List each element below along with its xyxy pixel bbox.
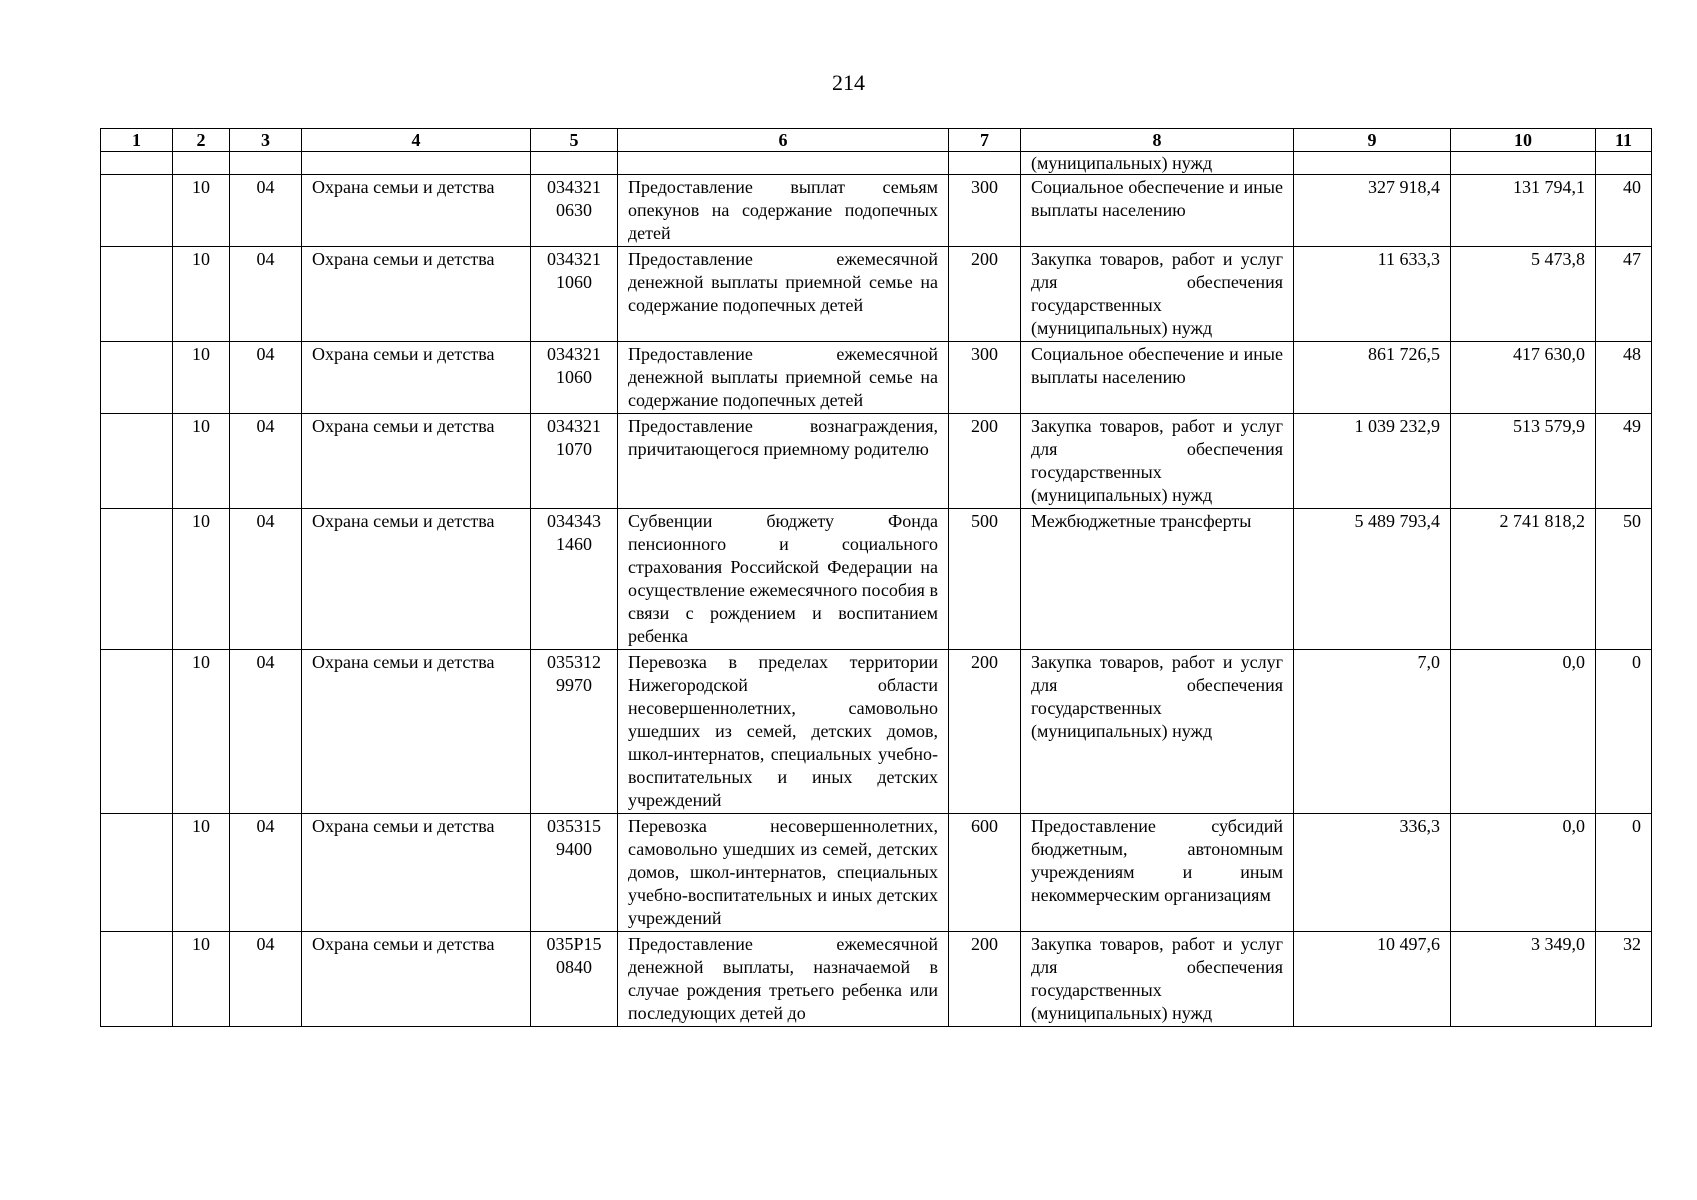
column-header: 2 bbox=[173, 129, 230, 152]
row-index bbox=[101, 814, 173, 932]
target-article-code bbox=[531, 932, 618, 1027]
amount-executed: 2 741 818,2 bbox=[1451, 509, 1596, 650]
table-row bbox=[101, 814, 1652, 932]
amount-executed: 0,0 bbox=[1451, 814, 1596, 932]
expense-type-code: 500 bbox=[949, 509, 1021, 650]
amount-planned: 327 918,4 bbox=[1294, 175, 1451, 247]
target-article-code-line2: 1060 bbox=[556, 367, 592, 387]
target-article-code bbox=[531, 414, 618, 509]
column-header: 7 bbox=[949, 129, 1021, 152]
execution-percent: 47 bbox=[1596, 247, 1652, 342]
execution-percent: 0 bbox=[1596, 814, 1652, 932]
header-row bbox=[101, 129, 1652, 152]
row-index bbox=[101, 342, 173, 414]
amount-executed: 3 349,0 bbox=[1451, 932, 1596, 1027]
expense-type-code: 300 bbox=[949, 175, 1021, 247]
expense-type-code: 200 bbox=[949, 247, 1021, 342]
target-article-code bbox=[531, 650, 618, 814]
target-article-code-line1: 035P15 bbox=[546, 934, 602, 954]
target-article-code bbox=[531, 509, 618, 650]
expense-type-name: Социальное обеспечение и иные выплаты населению bbox=[1021, 342, 1294, 414]
expense-type-code: 200 bbox=[949, 650, 1021, 814]
target-article-code-line1: 034343 bbox=[547, 511, 601, 531]
expense-type-name: Закупка товаров, работ и услуг для обеспечения государственных (муниципальных) нужд bbox=[1021, 247, 1294, 342]
section-code: 10 bbox=[173, 247, 230, 342]
target-article-code-line2: 9970 bbox=[556, 675, 592, 695]
section-code: 10 bbox=[173, 414, 230, 509]
target-article-code-line2: 9400 bbox=[556, 839, 592, 859]
subsection-name: Охрана семьи и детства bbox=[302, 509, 531, 650]
target-article-code-line2: 1070 bbox=[556, 439, 592, 459]
subsection-code: 04 bbox=[230, 342, 302, 414]
section-code: 10 bbox=[173, 175, 230, 247]
column-header: 8 bbox=[1021, 129, 1294, 152]
carryover-expense-type: (муниципальных) нужд bbox=[1021, 152, 1294, 175]
subsection-name: Охрана семьи и детства bbox=[302, 175, 531, 247]
target-article-code bbox=[531, 175, 618, 247]
amount-planned: 5 489 793,4 bbox=[1294, 509, 1451, 650]
subsection-code: 04 bbox=[230, 814, 302, 932]
table-row bbox=[101, 342, 1652, 414]
target-article-code-line1: 035312 bbox=[547, 652, 601, 672]
amount-planned: 11 633,3 bbox=[1294, 247, 1451, 342]
section-code: 10 bbox=[173, 650, 230, 814]
target-article-name: Предоставление ежемесячной денежной выплаты приемной семье на содержание подопечных детей bbox=[618, 247, 949, 342]
execution-percent: 32 bbox=[1596, 932, 1652, 1027]
row-index bbox=[101, 414, 173, 509]
column-header: 11 bbox=[1596, 129, 1652, 152]
column-header: 6 bbox=[618, 129, 949, 152]
expense-type-name: Межбюджетные трансферты bbox=[1021, 509, 1294, 650]
subsection-name: Охрана семьи и детства bbox=[302, 414, 531, 509]
table-row bbox=[101, 650, 1652, 814]
table-row bbox=[101, 175, 1652, 247]
amount-planned: 336,3 bbox=[1294, 814, 1451, 932]
amount-executed: 5 473,8 bbox=[1451, 247, 1596, 342]
section-code: 10 bbox=[173, 932, 230, 1027]
target-article-code-line1: 034321 bbox=[547, 416, 601, 436]
section-code: 10 bbox=[173, 814, 230, 932]
carryover-row bbox=[101, 152, 1652, 175]
expense-type-name: Закупка товаров, работ и услуг для обеспечения государственных (муниципальных) нужд bbox=[1021, 414, 1294, 509]
expense-type-code: 200 bbox=[949, 414, 1021, 509]
execution-percent: 49 bbox=[1596, 414, 1652, 509]
subsection-code: 04 bbox=[230, 175, 302, 247]
execution-percent: 48 bbox=[1596, 342, 1652, 414]
target-article-code-line1: 034321 bbox=[547, 177, 601, 197]
table-row bbox=[101, 414, 1652, 509]
amount-executed: 131 794,1 bbox=[1451, 175, 1596, 247]
column-header: 5 bbox=[531, 129, 618, 152]
target-article-name: Предоставление вознаграждения, причитающегося приемному родителю bbox=[618, 414, 949, 509]
amount-executed: 417 630,0 bbox=[1451, 342, 1596, 414]
target-article-code-line1: 034321 bbox=[547, 249, 601, 269]
column-header: 10 bbox=[1451, 129, 1596, 152]
column-header: 3 bbox=[230, 129, 302, 152]
subsection-name: Охрана семьи и детства bbox=[302, 247, 531, 342]
subsection-name: Охрана семьи и детства bbox=[302, 650, 531, 814]
subsection-name: Охрана семьи и детства bbox=[302, 814, 531, 932]
budget-table bbox=[100, 128, 1652, 1027]
target-article-name: Перевозка несовершеннолетних, самовольно ушедших из семей, детских домов, школ-интернатов, специальных учебно-воспитательных и иных детских учреждений bbox=[618, 814, 949, 932]
expense-type-name: Закупка товаров, работ и услуг для обеспечения государственных (муниципальных) нужд bbox=[1021, 650, 1294, 814]
amount-planned: 10 497,6 bbox=[1294, 932, 1451, 1027]
column-header: 1 bbox=[101, 129, 173, 152]
column-header: 4 bbox=[302, 129, 531, 152]
target-article-code-line2: 0630 bbox=[556, 200, 592, 220]
row-index bbox=[101, 650, 173, 814]
row-index bbox=[101, 247, 173, 342]
table-row bbox=[101, 932, 1652, 1027]
execution-percent: 50 bbox=[1596, 509, 1652, 650]
target-article-code-line2: 1060 bbox=[556, 272, 592, 292]
amount-executed: 0,0 bbox=[1451, 650, 1596, 814]
expense-type-name: Закупка товаров, работ и услуг для обеспечения государственных (муниципальных) нужд bbox=[1021, 932, 1294, 1027]
target-article-code-line1: 035315 bbox=[547, 816, 601, 836]
amount-planned: 861 726,5 bbox=[1294, 342, 1451, 414]
subsection-code: 04 bbox=[230, 247, 302, 342]
section-code: 10 bbox=[173, 342, 230, 414]
target-article-code-line1: 034321 bbox=[547, 344, 601, 364]
expense-type-code: 300 bbox=[949, 342, 1021, 414]
amount-executed: 513 579,9 bbox=[1451, 414, 1596, 509]
subsection-code: 04 bbox=[230, 650, 302, 814]
amount-planned: 1 039 232,9 bbox=[1294, 414, 1451, 509]
execution-percent: 40 bbox=[1596, 175, 1652, 247]
subsection-code: 04 bbox=[230, 509, 302, 650]
target-article-code-line2: 1460 bbox=[556, 534, 592, 554]
target-article-name: Предоставление ежемесячной денежной выплаты, назначаемой в случае рождения третьего ребенка или последующих детей до bbox=[618, 932, 949, 1027]
target-article-name: Предоставление выплат семьям опекунов на содержание подопечных детей bbox=[618, 175, 949, 247]
section-code: 10 bbox=[173, 509, 230, 650]
target-article-name: Перевозка в пределах территории Нижегородской области несовершеннолетних, самовольно ушедших из семей, детских домов, школ-интернатов, специальных учебно-воспитательных и иных детских учреждений bbox=[618, 650, 949, 814]
table-row bbox=[101, 247, 1652, 342]
subsection-name: Охрана семьи и детства bbox=[302, 932, 531, 1027]
expense-type-code: 200 bbox=[949, 932, 1021, 1027]
subsection-name: Охрана семьи и детства bbox=[302, 342, 531, 414]
subsection-code: 04 bbox=[230, 414, 302, 509]
page-number: 214 bbox=[832, 70, 865, 95]
amount-planned: 7,0 bbox=[1294, 650, 1451, 814]
target-article-code bbox=[531, 247, 618, 342]
target-article-code bbox=[531, 814, 618, 932]
target-article-code-line2: 0840 bbox=[556, 957, 592, 977]
table-row bbox=[101, 509, 1652, 650]
row-index bbox=[101, 175, 173, 247]
target-article-code bbox=[531, 342, 618, 414]
expense-type-name: Социальное обеспечение и иные выплаты населению bbox=[1021, 175, 1294, 247]
row-index bbox=[101, 932, 173, 1027]
target-article-name: Субвенции бюджету Фонда пенсионного и социального страхования Российской Федерации на осуществление ежемесячного пособия в связи с рождением и воспитанием ребенка bbox=[618, 509, 949, 650]
column-header: 9 bbox=[1294, 129, 1451, 152]
execution-percent: 0 bbox=[1596, 650, 1652, 814]
expense-type-code: 600 bbox=[949, 814, 1021, 932]
row-index bbox=[101, 509, 173, 650]
target-article-name: Предоставление ежемесячной денежной выплаты приемной семье на содержание подопечных детей bbox=[618, 342, 949, 414]
subsection-code: 04 bbox=[230, 932, 302, 1027]
expense-type-name: Предоставление субсидий бюджетным, автономным учреждениям и иным некоммерческим организациям bbox=[1021, 814, 1294, 932]
